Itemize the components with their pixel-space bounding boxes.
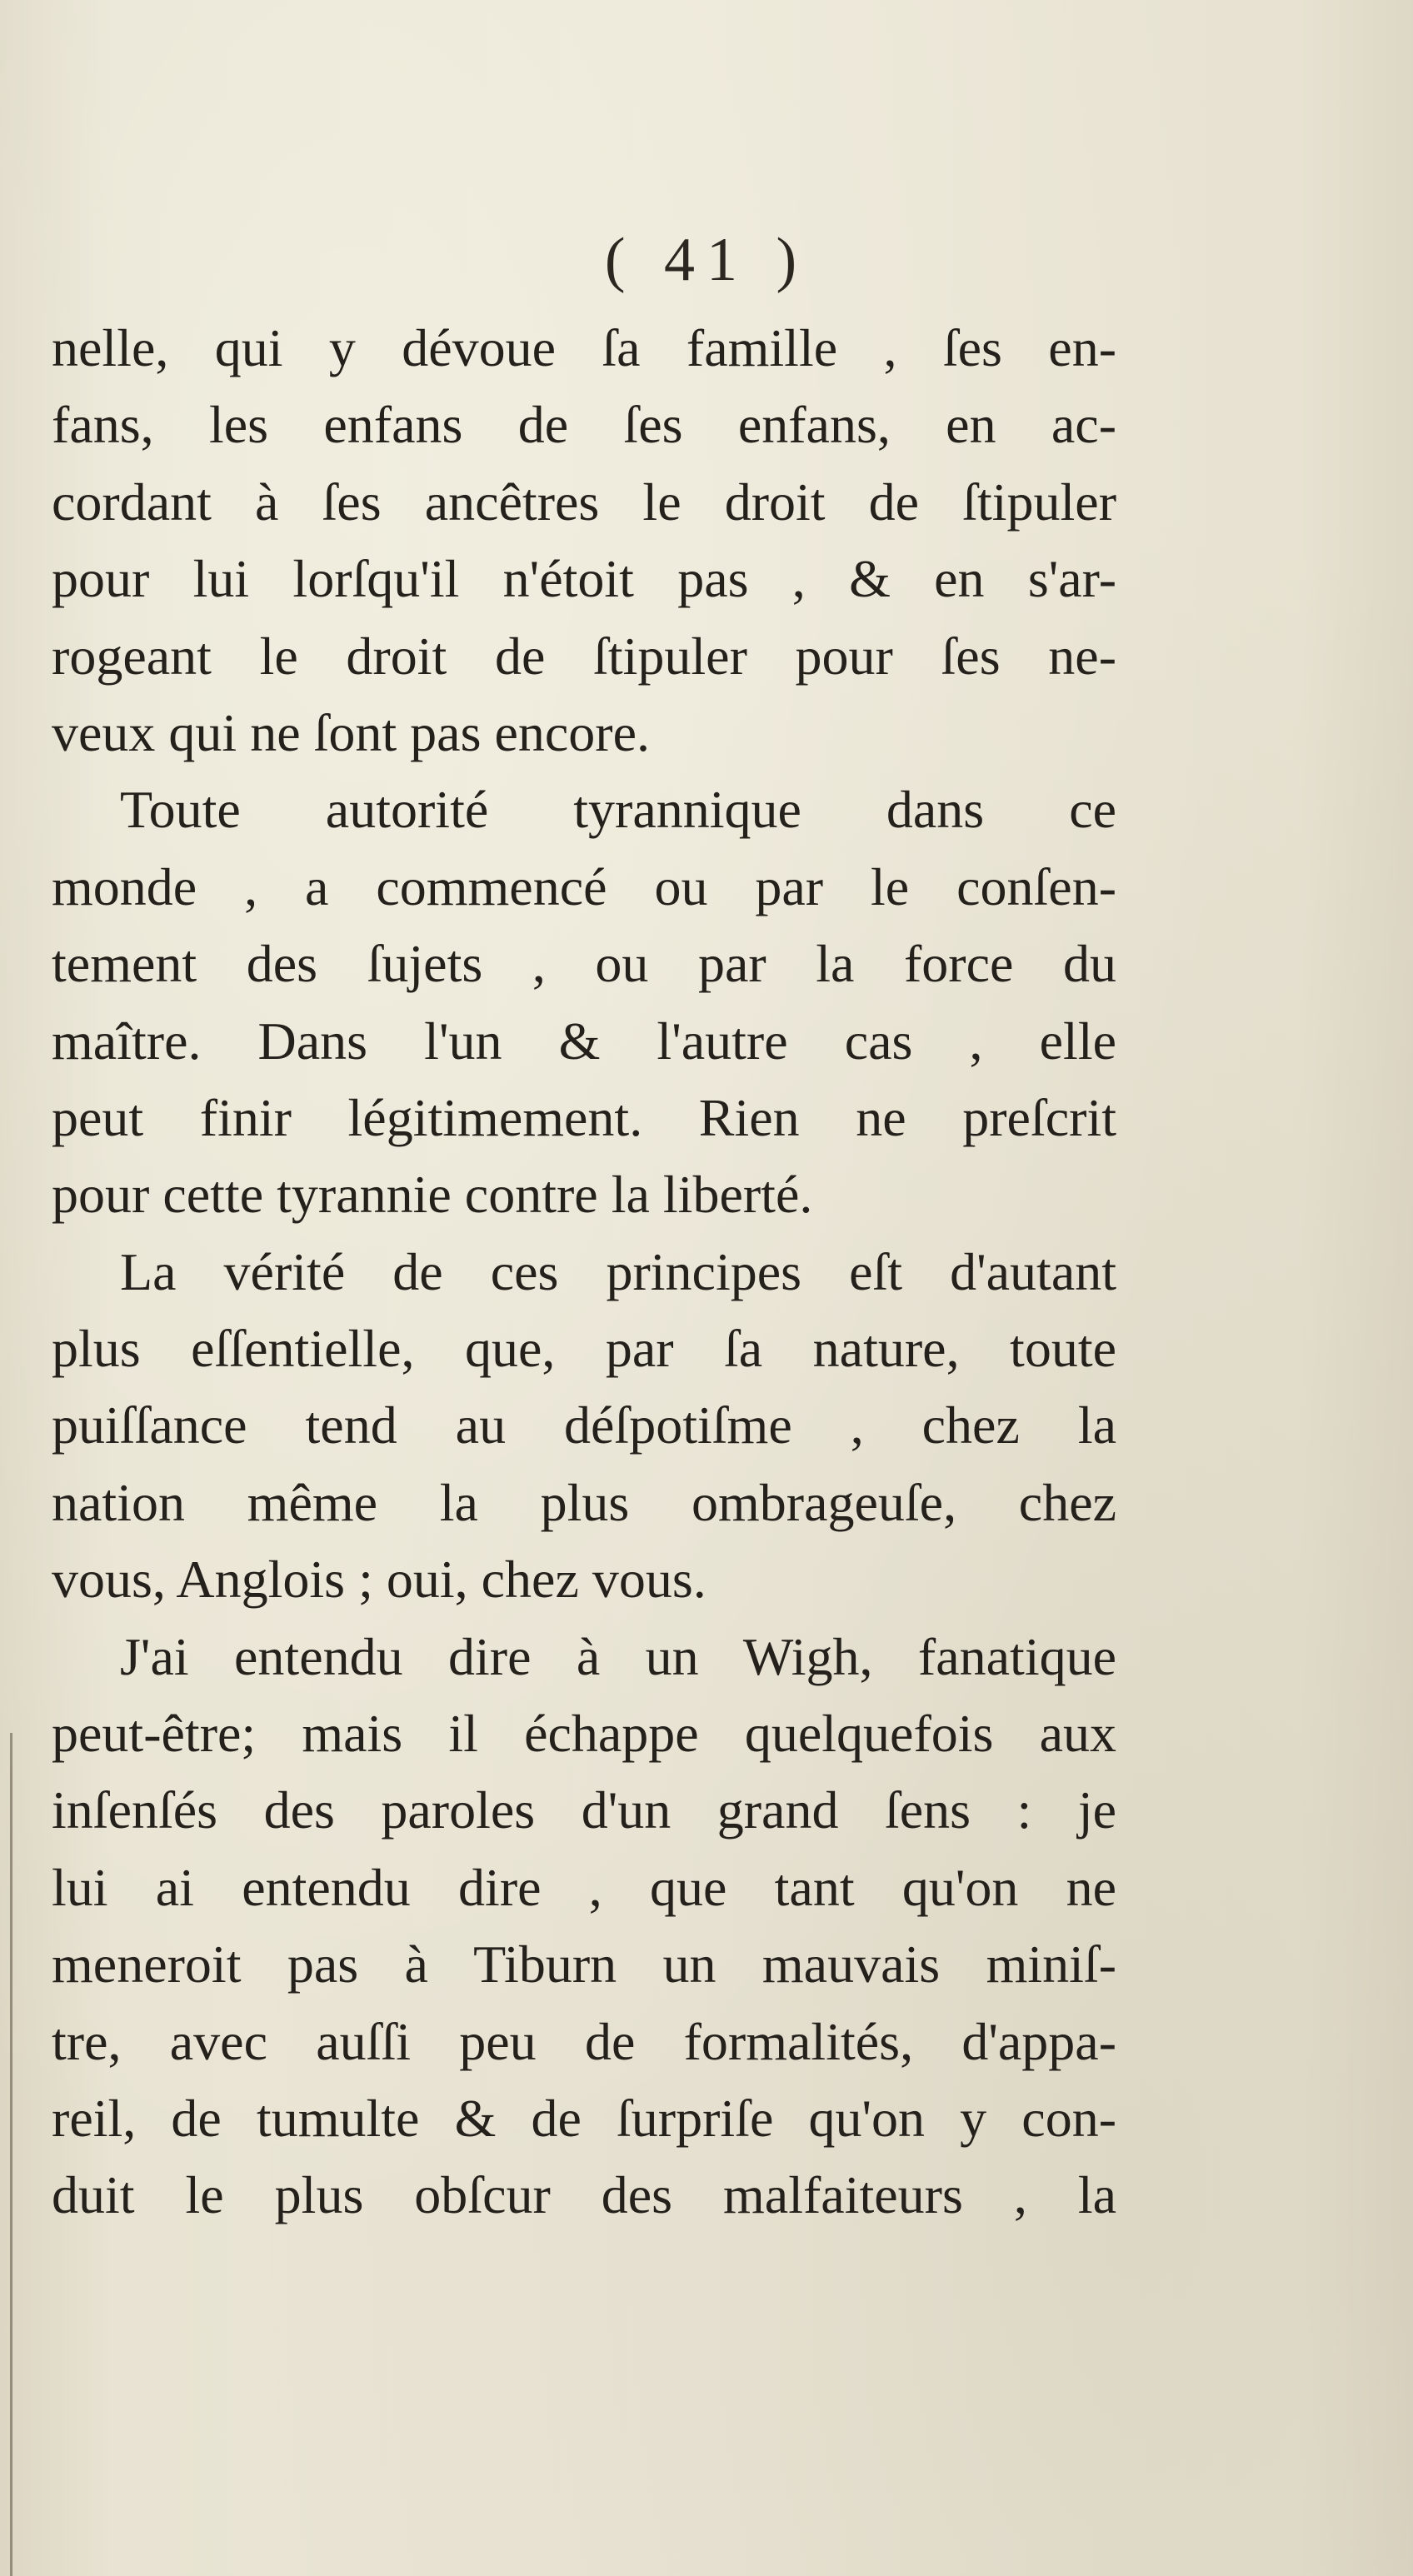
text-line: cordant à ſes ancêtres le droit de ſtipuler bbox=[52, 472, 1116, 532]
text-line: tement des ſujets , ou par la force du bbox=[52, 934, 1116, 994]
text-line: lui ai entendu dire , que tant qu'on ne bbox=[52, 1857, 1116, 1917]
text-line: peut-être; mais il échappe quelquefois aux bbox=[52, 1704, 1116, 1764]
text-line: reil, de tumulte & de ſurpriſe qu'on y con- bbox=[52, 2088, 1116, 2148]
text-line: peut finir légitimement. Rien ne preſcrit bbox=[52, 1087, 1116, 1147]
body-text bbox=[52, 310, 1116, 2234]
binding-edge bbox=[10, 1733, 12, 2576]
text-line: pour cette tyrannie contre la liberté. bbox=[52, 1165, 813, 1225]
page-number: ( 41 ) bbox=[604, 226, 809, 294]
text-line: vous, Anglois ; oui, chez vous. bbox=[52, 1550, 706, 1610]
text-line: La vérité de ces principes eſt d'autant bbox=[120, 1241, 1116, 1301]
text-line: fans, les enfans de ſes enfans, en ac- bbox=[52, 395, 1116, 455]
text-line: rogeant le droit de ſtipuler pour ſes ne- bbox=[52, 626, 1116, 686]
text-line: plus eſſentielle, que, par ſa nature, toute bbox=[52, 1319, 1116, 1379]
text-line: monde , a commencé ou par le conſen- bbox=[52, 856, 1116, 916]
text-line: meneroit pas à Tiburn un mauvais miniſ- bbox=[52, 1934, 1116, 1994]
text-line: puiſſance tend au déſpotiſme , chez la bbox=[52, 1395, 1116, 1455]
text-line: J'ai entendu dire à un Wigh, fanatique bbox=[120, 1626, 1116, 1686]
text-line: duit le plus obſcur des malfaiteurs , la bbox=[52, 2165, 1116, 2225]
text-line: pour lui lorſqu'il n'étoit pas , & en s'ar- bbox=[52, 549, 1116, 609]
text-line: tre, avec auſſi peu de formalités, d'appa- bbox=[52, 2011, 1116, 2071]
text-line: nelle, qui y dévoue ſa famille , ſes en- bbox=[52, 318, 1116, 377]
text-line: inſenſés des paroles d'un grand ſens : je bbox=[52, 1780, 1116, 1840]
text-line: nation même la plus ombrageuſe, chez bbox=[52, 1472, 1116, 1532]
text-line: veux qui ne ſont pas encore. bbox=[52, 702, 650, 762]
text-line: Toute autorité tyrannique dans ce bbox=[120, 780, 1116, 840]
text-line: maître. Dans l'un & l'autre cas , elle bbox=[52, 1011, 1116, 1071]
